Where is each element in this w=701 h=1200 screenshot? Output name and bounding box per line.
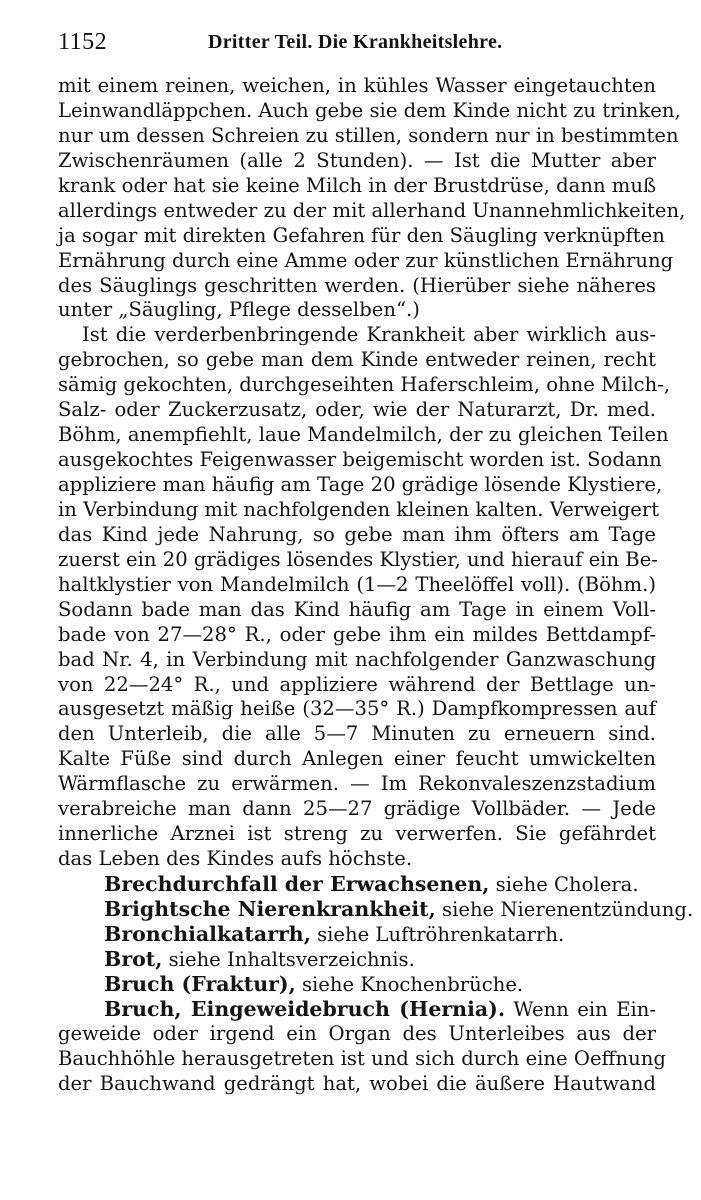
entry-reference: siehe Luftröhrenkatarrh. <box>310 922 565 946</box>
text-line: Salz- oder Zuckerzusatz, oder, wie der Naturarzt, Dr. med. <box>58 398 656 422</box>
entry-reference: siehe Cholera. <box>489 873 639 896</box>
text-line: allerdings entweder zu der mit allerhand Unannehmlichkeiten, <box>58 198 686 222</box>
text-line: unter „Säugling, Pflege desselben“.) <box>58 298 420 322</box>
entry-reference: siehe Inhaltsverzeichnis. <box>162 947 415 971</box>
text-line: gebrochen, so gebe man dem Kinde entweder reinen, recht <box>58 348 656 372</box>
body-text <box>58 74 694 1096</box>
text-line: Bauchhöhle herausgetreten ist und sich durch eine Oeffnung <box>58 1046 666 1070</box>
text-line: geweide oder irgend ein Organ des Unterleibes aus der <box>58 1021 656 1045</box>
lexicon-entry <box>58 972 656 997</box>
text-line: sämig gekochten, durchgeseihten Haferschleim, ohne Milch-, <box>58 373 671 397</box>
lexicon-entry <box>58 922 656 947</box>
text-line: krank oder hat sie keine Milch in der Brustdrüse, dann muß <box>58 173 657 197</box>
text-line: innerliche Arznei ist streng zu verwerfen. Sie gefährdet <box>58 822 656 846</box>
text-line: Böhm, anempfiehlt, laue Mandelmilch, der zu gleichen Teilen <box>58 423 669 447</box>
text-line: von 22—24° R., und appliziere während der Bettlage un- <box>58 672 656 696</box>
entry-headword: Bronchialkatarrh, <box>104 921 311 946</box>
text-line: mit einem reinen, weichen, in kühles Wasser eingetauchten <box>58 74 656 97</box>
lexicon-entry <box>58 947 656 972</box>
lexicon-entry <box>58 872 656 897</box>
text-line: ausgesetzt mäßig heiße (32—35° R.) Dampfkompressen auf <box>58 697 656 721</box>
text-line: Wärmflasche zu erwärmen. — Im Rekonvaleszenzstadium <box>58 772 656 796</box>
text-line: haltklystier von Mandelmilch (1—2 Theelöffel voll). (Böhm.) <box>58 572 656 596</box>
text-line: Zwischenräumen (alle 2 Stunden). — Ist die Mutter aber <box>58 148 656 172</box>
text-line: ja sogar mit direkten Gefahren für den Säugling verknüpften <box>58 223 665 247</box>
text-line: Ist die verderbenbringende Krankheit aber wirklich aus- <box>82 323 656 347</box>
entry-headword: Brechdurchfall der Erwachsenen, <box>104 872 490 896</box>
text-line: zuerst ein 20 grädiges lösendes Klystier, und hierauf ein Be- <box>58 547 658 571</box>
entry-headword: Bruch (Fraktur), <box>104 971 296 996</box>
text-line: bade von 27—28° R., oder gebe ihm ein mildes Bettdampf- <box>58 622 656 646</box>
text-line: Leinwandläppchen. Auch gebe sie dem Kinde nicht zu trinken, <box>58 98 681 122</box>
running-title: Dritter Teil. Die Krankheitslehre. <box>208 31 503 53</box>
page-number: 1152 <box>58 29 108 55</box>
text-line: verabreiche man dann 25—27 grädige Vollbäder. — Jede <box>58 797 656 821</box>
running-head <box>58 29 658 59</box>
text-line: das Kind jede Nahrung, so gebe man ihm öfters am Tage <box>58 522 656 546</box>
text-line: Ernährung durch eine Amme oder zur künstlichen Ernährung <box>58 248 674 272</box>
text-line: bad Nr. 4, in Verbindung mit nachfolgender Ganzwaschung <box>58 647 656 671</box>
text-line: Sodann bade man das Kind häufig am Tage in einem Voll- <box>58 597 656 621</box>
text-line: Kalte Füße sind durch Anlegen einer feucht umwickelten <box>58 747 656 771</box>
text-line: des Säuglings geschritten werden. (Hierüber siehe näheres <box>58 273 656 297</box>
text-line: den Unterleib, die alle 5—7 Minuten zu erneuern sind. <box>58 722 656 746</box>
entry-headword: Brot, <box>104 946 163 971</box>
text-line: appliziere man häufig am Tage 20 grädige lösende Klystiere, <box>58 473 663 496</box>
lexicon-entry <box>58 896 694 922</box>
lexicon-entry <box>58 997 656 1022</box>
entry-headword: Bruch, Eingeweidebruch (Hernia). <box>104 996 505 1021</box>
entry-reference: siehe Nierenentzündung. <box>435 897 694 921</box>
text-line: nur um dessen Schreien zu stillen, sondern nur in bestimmten <box>58 123 679 147</box>
entry-text: Wenn ein Ein- <box>504 997 657 1021</box>
text-line: der Bauchwand gedrängt hat, wobei die äußere Hautwand <box>58 1071 656 1095</box>
paragraph <box>58 323 671 872</box>
text-line: ausgekochtes Feigenwasser beigemischt worden ist. Sodann <box>58 448 662 472</box>
entry-reference: siehe Knochenbrüche. <box>295 972 524 996</box>
text-line: in Verbindung mit nachfolgenden kleinen kalten. Verweigert <box>58 497 660 521</box>
text-line: das Leben des Kindes aufs höchste. <box>58 847 413 871</box>
paragraph <box>58 74 686 323</box>
entry-headword: Brightsche Nierenkrankheit, <box>104 896 436 921</box>
